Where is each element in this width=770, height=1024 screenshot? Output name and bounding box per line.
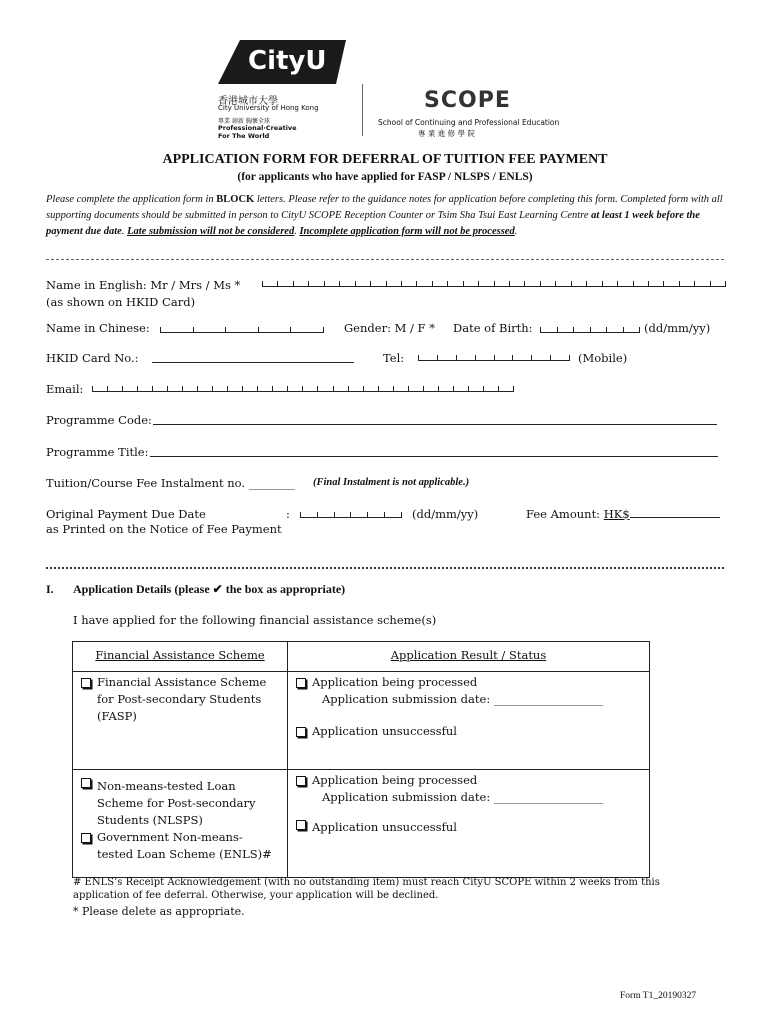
- name-english-input[interactable]: [262, 276, 726, 287]
- form-code: Form T1_20190327: [620, 991, 697, 1001]
- enls-checkbox[interactable]: [81, 833, 91, 843]
- result-cell-fasp: [288, 672, 650, 770]
- fasp-unsuccessful: Application unsuccessful: [312, 724, 457, 738]
- name-english-label: Name in English: Mr / Mrs / Ms *: [46, 278, 241, 292]
- cityu-motto-line2: For The World: [218, 132, 270, 140]
- programme-code-label: Programme Code:: [46, 413, 152, 427]
- programme-title-label: Programme Title:: [46, 445, 149, 459]
- result-cell-loans: [288, 770, 650, 878]
- fee-amount-label: Fee Amount:: [526, 507, 604, 521]
- scope-chinese-name: 專 業 進 修 學 院: [418, 129, 475, 138]
- enls-note-line1: # ENLS’s Receipt Acknowledgement (with no outstanding item) must reach CityU SCOPE within 2 weeks from this: [73, 877, 660, 888]
- fee-amount-currency: HK$: [603, 507, 630, 521]
- intro-late: Late submission will not be considered: [127, 226, 295, 237]
- cityu-motto-line1: Professional·Creative: [218, 124, 297, 132]
- dob-format: (dd/mm/yy): [644, 321, 711, 335]
- header-result: Application Result / Status: [288, 642, 650, 672]
- due-date-colon: :: [286, 507, 290, 521]
- fasp-processing: Application being processed: [312, 675, 478, 689]
- due-date-format: (dd/mm/yy): [412, 507, 479, 521]
- intro-part-a: Please complete the application form in: [46, 194, 217, 205]
- intro-block: BLOCK: [216, 194, 255, 205]
- email-label: Email:: [46, 382, 84, 396]
- fasp-line3: (FASP): [97, 709, 137, 723]
- form-title: APPLICATION FORM FOR DEFERRAL OF TUITION FEE PAYMENT: [162, 152, 608, 167]
- fasp-submission-date[interactable]: Application submission date: ___________________: [322, 692, 604, 706]
- scheme-cell-fasp: [73, 672, 288, 770]
- dashed-separator: [46, 259, 724, 260]
- delete-note: * Please delete as appropriate.: [73, 905, 245, 918]
- instalment-label[interactable]: Tuition/Course Fee Instalment no. ________: [46, 476, 295, 490]
- loans-unsuccessful: Application unsuccessful: [312, 820, 457, 834]
- loans-processing: Application being processed: [312, 773, 478, 787]
- due-date-note: as Printed on the Notice of Fee Payment: [46, 522, 282, 536]
- instalment-note: (Final Instalment is not applicable.): [313, 477, 470, 488]
- fasp-checkbox[interactable]: [81, 678, 91, 688]
- header-scheme: Financial Assistance Scheme: [73, 642, 288, 672]
- programme-title-input[interactable]: [150, 444, 718, 457]
- loans-unsuccessful-checkbox[interactable]: [296, 820, 306, 830]
- tel-label: Tel:: [383, 351, 405, 365]
- section-number: I.: [46, 582, 54, 596]
- fasp-unsuccessful-checkbox[interactable]: [296, 727, 306, 737]
- name-chinese-label: Name in Chinese:: [46, 321, 150, 335]
- name-chinese-input[interactable]: [160, 322, 324, 333]
- cityu-logo-text: CityU: [248, 46, 327, 76]
- fee-amount-field[interactable]: [526, 507, 720, 521]
- fee-amount-input[interactable]: [630, 507, 720, 518]
- intro-deadline: at least 1 week before the payment due date: [46, 210, 700, 237]
- loans-processing-checkbox[interactable]: [296, 776, 306, 786]
- nlsps-line3: Students (NLSPS): [97, 813, 203, 827]
- fasp-line1: Financial Assistance Scheme: [97, 675, 267, 689]
- tel-note: (Mobile): [578, 351, 628, 365]
- enls-line2: tested Loan Scheme (ENLS)#: [97, 847, 272, 861]
- tel-input[interactable]: [418, 350, 570, 361]
- cityu-motto-chinese: 專業 創新 胸懷全球: [218, 118, 270, 125]
- section-intro: I have applied for the following financial assistance scheme(s): [73, 613, 437, 627]
- logo-divider: [362, 84, 363, 136]
- cityu-english-name: City University of Hong Kong: [218, 104, 319, 112]
- fasp-processing-checkbox[interactable]: [296, 678, 306, 688]
- gender-label: Gender: M / F *: [344, 321, 435, 335]
- dotted-separator: [46, 567, 724, 569]
- form-subtitle: (for applicants who have applied for FASP / NLSPS / ENLS): [237, 171, 533, 183]
- scope-logo-text: SCOPE: [424, 88, 511, 113]
- nlsps-checkbox[interactable]: [81, 778, 91, 788]
- due-date-input[interactable]: [300, 507, 402, 518]
- form-instructions: Please complete the application form in BLOCK letters. Please refer to the guidance notes for application before completing this form. Completed form with all supporting documents should be submitted in person to CityU SCOPE Reception Counter or Tsim Sha Tsui East Learning Centre at least 1 week before the payment due date. Late submission will not be considered. Incomplete application form will not be processed.: [46, 194, 723, 237]
- section-heading: Application Details (please ✔ the box as appropriate): [73, 582, 346, 596]
- programme-code-input[interactable]: [153, 412, 717, 425]
- cityu-chinese-name: 香港城市大學: [218, 96, 278, 107]
- dob-label: Date of Birth:: [453, 321, 533, 335]
- scope-english-name: School of Continuing and Professional Education: [378, 118, 560, 127]
- email-input[interactable]: [92, 381, 514, 392]
- scheme-table: [72, 641, 650, 878]
- dob-input[interactable]: [540, 322, 640, 333]
- intro-incomplete: Incomplete application form will not be processed: [299, 226, 515, 237]
- enls-line1: Government Non-means-: [97, 830, 243, 844]
- intro-part-b: letters. Please refer to the guidance notes for application before completing this form. Completed form with all supporting documents should be submitted in person to CityU SCOPE Reception Counter or Tsim Sha Tsui East Learning Centre: [46, 194, 723, 221]
- name-english-note: (as shown on HKID Card): [46, 295, 196, 309]
- loans-submission-date[interactable]: Application submission date: ___________________: [322, 790, 604, 804]
- nlsps-line2: Scheme for Post-secondary: [97, 796, 256, 810]
- hkid-label: HKID Card No.:: [46, 351, 139, 365]
- enls-note-line2: application of fee deferral. Otherwise, your application will be declined.: [73, 890, 439, 901]
- nlsps-line1: Non-means-tested Loan: [97, 779, 236, 793]
- hkid-input[interactable]: [152, 350, 354, 363]
- due-date-label: Original Payment Due Date: [46, 507, 206, 521]
- scheme-cell-loans: [73, 770, 288, 878]
- fasp-line2: for Post-secondary Students: [97, 692, 262, 706]
